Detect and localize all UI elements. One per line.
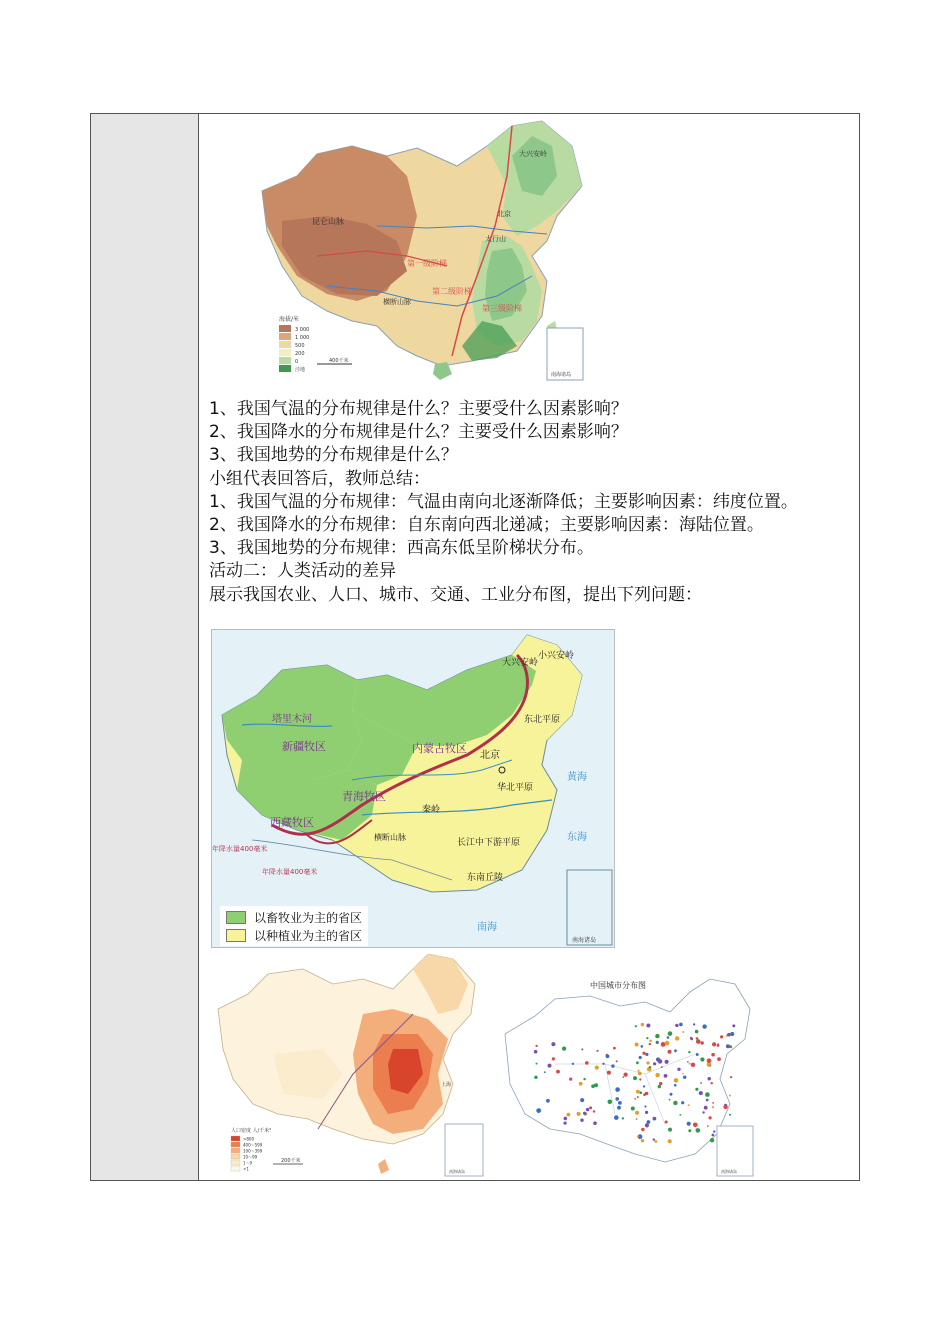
summary-2: 2、我国降水的分布规律：自东南向西北递减；主要影响因素：海陆位置。 [209,515,764,536]
city-dot [720,1035,723,1038]
terrain-beijing-label: 北京 [497,210,511,218]
city-dot [655,1073,659,1077]
city-dot [585,1061,589,1065]
agri-tarim-label: 塔里木河 [272,714,312,725]
city-dot [635,1111,639,1115]
city-dot [631,1107,635,1111]
city-dot [633,1076,637,1080]
agri-dxal-label: 大兴安岭 [502,658,539,668]
city-dot [636,1118,638,1120]
agri-legend [220,906,368,946]
city-dot [622,1076,624,1078]
city-dot [562,1047,566,1051]
city-dot [594,1083,598,1087]
agri-xizang-label: 西藏牧区 [270,816,314,829]
city-dot [688,1051,690,1053]
city-dot [677,1068,680,1071]
agri-hengduan-label: 横断山脉 [374,833,406,842]
city-dot [658,1085,661,1088]
city-dot [589,1106,592,1109]
terrain-legend-swatch [279,365,291,372]
agri-qinghai-label: 青海牧区 [342,790,386,803]
city-dot [596,1050,598,1052]
city-dot [690,1038,693,1041]
city-dot [653,1117,657,1121]
terrain-map [257,116,587,384]
city-dot [700,1082,702,1084]
city-dot [636,1090,640,1094]
city-dot [726,1044,730,1048]
city-dot [681,1101,684,1104]
pop-legend-swatch [231,1142,240,1147]
city-dot [707,1125,709,1127]
city-dot [644,1105,646,1107]
city-dot [649,1040,652,1043]
agri-qinling-label: 秦岭 [422,805,441,815]
city-dot [613,1047,616,1050]
city-dot [661,1042,666,1047]
city-dot [624,1073,628,1077]
pop-legend-value: 100～399 [243,1148,263,1154]
terrain-legend-swatch [279,325,291,332]
city-dot [730,1032,734,1036]
city-dot [689,1063,691,1065]
city-dot [696,1053,699,1056]
city-dot [665,1060,669,1064]
city-dot [675,1024,678,1027]
city-dot [569,1078,572,1081]
city-dot [639,1078,641,1080]
city-inset-label: 南海诸岛 [721,1169,737,1174]
city-dot [693,1123,698,1128]
city-dot [647,1120,651,1124]
pop-legend-value: >800 [243,1136,254,1142]
city-dot [572,1063,574,1065]
city-dot [552,1057,555,1060]
city-dot [711,1082,713,1084]
city-dot [564,1122,567,1125]
city-dot [534,1076,537,1079]
agri-legend-item-pastoral [226,908,362,926]
terrain-taihang-label: 太行山 [485,235,506,243]
question-2: 2、我国降水的分布规律是什么？主要受什么因素影响？ [209,422,628,443]
city-dot [614,1115,619,1120]
city-dot [645,1053,648,1056]
city-dot [674,1049,677,1052]
city-dot [699,1091,703,1095]
city-dot [608,1100,613,1105]
terrain-legend-value: 0 [295,359,299,365]
pop-legend-value: <1 [243,1166,249,1172]
terrain-legend-value: 1 000 [295,335,310,341]
city-dot [707,1058,712,1063]
city-dot [664,1074,668,1078]
city-dot [643,1085,645,1087]
terrain-legend-value: 500 [295,343,305,349]
city-dot [653,1062,656,1065]
agri-legend-label-pastoral: 以畜牧业为主的省区 [254,910,363,925]
city-dot [679,1114,681,1116]
terrain-step1-label: 第一级阶梯 [407,259,447,268]
city-map [495,954,755,1179]
city-dot [593,1110,595,1112]
city-dot [595,1066,599,1070]
city-dot [709,1116,712,1119]
city-dot [641,1045,644,1048]
city-dot [615,1097,619,1101]
city-dot [658,1059,663,1064]
city-dot [635,1025,637,1027]
terrain-legend-title: 海拔/米 [279,316,300,323]
agri-huabei-label: 华北平原 [497,783,534,793]
summary-intro: 小组代表回答后，教师总结： [209,468,430,489]
city-dot [649,1043,651,1045]
city-dot [712,1042,716,1046]
agri-beijing-label: 北京 [480,750,500,761]
summary-1: 1、我国气温的分布规律：气温由南向北逐渐降低；主要影响因素：纬度位置。 [209,491,798,512]
city-dot [638,1072,642,1076]
population-map [213,954,485,1179]
city-dot [717,1057,721,1061]
city-dot [668,1139,672,1143]
city-dot [691,1063,695,1067]
city-dot [653,1138,655,1140]
city-dot [642,1052,645,1055]
pop-legend-value: 400～599 [243,1142,263,1148]
city-dot [659,1082,662,1085]
pop-legend-swatch [231,1136,240,1141]
city-dot [665,1041,670,1046]
terrain-legend [279,325,309,373]
terrain-legend-value: 200 [295,351,305,357]
terrain-legend-value: 3 000 [295,327,310,333]
city-dot [696,1128,701,1133]
pop-legend-swatch [231,1154,240,1159]
city-dot [583,1112,586,1115]
agri-neimeng-label: 内蒙古牧区 [412,742,467,755]
pop-scale-label: 200千米 [281,1158,301,1164]
city-dot [606,1054,610,1058]
agri-dongnan-label: 东南丘陵 [467,873,504,883]
activity-title: 活动二：人类活动的差异 [209,561,396,582]
city-dot [646,1024,650,1028]
city-dot [702,1111,704,1113]
pop-legend [231,1136,263,1172]
lesson-text [209,398,849,607]
agri-donghai-label: 东海 [567,832,587,843]
city-dot [655,1034,659,1038]
city-dot [544,1071,546,1073]
city-dot [702,1024,706,1028]
agri-xxal-label: 小兴安岭 [538,651,575,661]
question-1: 1、我国气温的分布规律是什么？主要受什么因素影响？ [209,399,628,419]
city-dot [706,1099,709,1102]
city-dot [708,1077,711,1080]
city-dot [700,1057,704,1061]
city-dot [696,1040,698,1042]
pop-legend-title: 人口密度 人/千米² [231,1128,272,1134]
city-dot [615,1087,620,1092]
city-dot [704,1106,708,1110]
city-dot [602,1063,604,1065]
pop-legend-swatch [231,1148,240,1153]
pop-legend-swatch [231,1160,240,1165]
city-dot [732,1024,735,1027]
city-dot [580,1119,583,1122]
city-dot [635,1043,639,1047]
pop-legend-value: 10～99 [243,1154,258,1160]
agri-inset-label: 南海诸岛 [572,937,597,944]
agri-dongbei-label: 东北平原 [524,715,561,725]
city-dot [586,1108,589,1111]
city-dot [646,1061,649,1064]
city-dot [656,1041,659,1044]
city-dot [712,1134,715,1137]
city-dot [723,1105,727,1109]
city-map-title: 中国城市分布图 [590,981,646,990]
city-dot [696,1037,699,1040]
terrain-step3-label: 第三级阶梯 [482,304,522,313]
city-dot [534,1050,538,1054]
city-dot [536,1108,541,1113]
agri-huanghai-label: 黄海 [567,772,587,783]
city-dot [674,1078,679,1083]
city-dot [668,1050,672,1054]
pop-legend-value: 1～9 [243,1160,253,1166]
city-dot [622,1117,624,1119]
city-dot [674,1084,677,1087]
city-dot [665,1121,668,1124]
terrain-dxal-label: 大兴安岭 [519,150,547,158]
city-dot [668,1031,673,1036]
pop-legend-swatch [231,1166,240,1171]
agri-legend-swatch-farming [226,929,246,942]
city-dot [695,1088,698,1091]
agri-changjiang-label: 长江中下游平原 [457,838,521,848]
city-dot [705,1092,710,1097]
agri-rain1-label: 年降水量400毫米 [212,845,268,853]
city-dot [641,1023,644,1026]
terrain-inset-label: 南海诸岛 [551,372,572,378]
city-dot [668,1128,672,1132]
city-dot [669,1099,671,1101]
terrain-kunlun-label: 昆仑山脉 [312,217,344,226]
question-3: 3、我国地势的分布规律是什么？ [209,445,458,466]
city-dot [695,1030,699,1034]
city-dot [673,1101,677,1105]
terrain-hengduan-label: 横断山脉 [383,298,411,306]
city-dot [717,1044,720,1047]
agriculture-map [211,629,615,948]
city-dot [634,1098,636,1100]
city-dot [618,1101,622,1105]
lesson-table [90,113,860,1181]
city-dot [730,1076,732,1078]
city-dot [535,1045,537,1047]
city-dot [649,1066,651,1068]
city-dot [583,1078,585,1080]
city-dot [556,1070,560,1074]
terrain-legend-swatch [279,333,291,340]
city-dot [682,1073,684,1075]
city-dot [713,1130,715,1132]
city-dot [581,1048,583,1050]
summary-3: 3、我国地势的分布规律：西高东低呈阶梯状分布。 [209,538,594,559]
city-dot [611,1064,614,1067]
city-dot [577,1112,581,1116]
city-dot [645,1123,649,1127]
city-dot [617,1106,621,1110]
city-dot [579,1082,583,1086]
city-dot [641,1139,644,1142]
city-dot [645,1111,648,1114]
city-dot [712,1102,714,1104]
city-dot [683,1076,686,1079]
city-dot [639,1056,642,1059]
city-dot [712,1106,714,1108]
city-dot [709,1065,711,1067]
table-label-column [91,114,199,1180]
city-dot [536,1063,538,1065]
city-dot [564,1117,568,1121]
city-dot [670,1093,673,1096]
terrain-legend-swatch [279,341,291,348]
agri-legend-item-farming [226,926,362,944]
city-dot [675,1036,679,1040]
pop-inset-label: 南海诸岛 [449,1169,465,1174]
agri-rain2-label: 年降水量400毫米 [262,868,318,876]
city-dot [607,1071,611,1075]
city-dot [640,1091,643,1094]
city-dot [687,1122,691,1126]
terrain-legend-value: 洼地 [295,367,306,373]
city-dot [551,1042,555,1046]
terrain-legend-swatch [279,349,291,356]
city-dot [645,1092,649,1096]
city-dot [641,1128,644,1131]
city-dot [693,1023,695,1025]
city-dot [637,1135,639,1137]
city-dot [593,1121,597,1125]
city-dot [616,1060,618,1062]
activity-prompt: 展示我国农业、人口、城市、交通、工业分布图，提出下列问题： [209,584,702,605]
city-dot [646,1037,648,1039]
city-dot [688,1104,690,1106]
city-dot [546,1099,550,1103]
pop-shanghai-label: 上海 [441,1082,452,1088]
city-dot [637,1070,639,1072]
terrain-legend-swatch [279,357,291,364]
agri-legend-label-farming: 以种植业为主的省区 [254,928,363,943]
agri-nanhai-label: 南海 [477,922,497,933]
city-dot [701,1041,704,1044]
city-dot [636,1061,639,1064]
city-dot [679,1023,683,1027]
city-dot [667,1036,670,1039]
city-dot [688,1129,691,1132]
terrain-step2-label: 第二级阶梯 [432,287,472,296]
city-dot [729,1114,731,1116]
city-dot [710,1138,714,1142]
city-dot [548,1064,552,1068]
city-dot [661,1066,663,1068]
city-dot [687,1061,689,1063]
city-dot [727,1033,731,1037]
city-dot [729,1095,731,1097]
city-dot [567,1113,571,1117]
city-dot [711,1053,715,1057]
city-dot [580,1098,584,1102]
agri-xinjiang-label: 新疆牧区 [282,740,326,753]
agri-legend-swatch-pastoral [226,911,246,924]
city-dot [637,1096,639,1098]
city-dot [682,1031,684,1033]
city-dot [654,1140,657,1143]
terrain-scale-label: 400千米 [329,358,349,364]
